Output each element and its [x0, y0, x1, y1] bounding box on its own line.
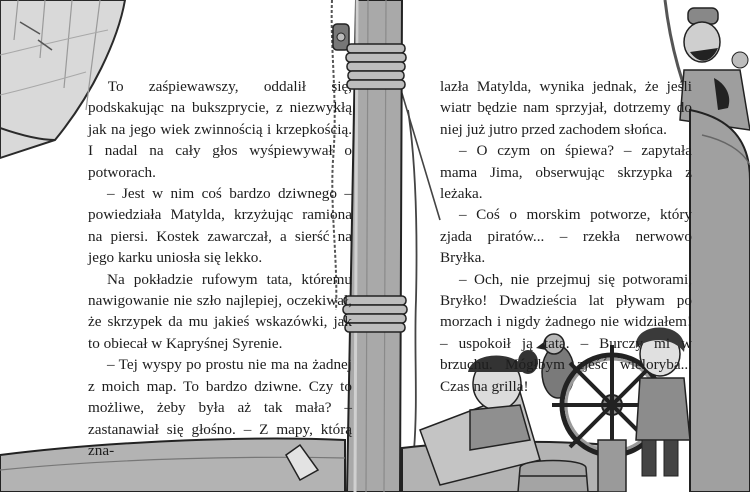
- right-paragraph-4: – Och, nie przejmuj się potworami, Bryłko! Dwadzieścia lat pływam po morzach i nigdy żadnego nie widziałem! – uspokoił ją tata. – Burczy mi w brzuchu. Mógłbym zjeść wieloryba... Czas na grilla!: [440, 270, 692, 395]
- left-paragraph-1: To zaśpiewawszy, oddalił się, podskakując na bukszprycie, z niezwykłą jak na jego wiek zwinnością i krzepkością. I nadal na cały głos wyśpiewywał o potworach.: [88, 78, 352, 181]
- right-paragraph-3: – Coś o morskim potworze, który zjada piratów... – rzekła nerwowo Bryłka.: [440, 206, 692, 267]
- barrel: [518, 461, 588, 492]
- left-paragraph-2: – Jest w nim coś bardzo dziwnego – powiedziała Matylda, krzyżując ramiona na piersi. Kostek zawarczał, a sierść na jego karku uniosła się lekko.: [88, 185, 352, 267]
- rope-right: [408, 110, 417, 450]
- right-paragraph-1: lazła Matylda, wynika jednak, że jeśli wiatr będzie nam sprzyjał, dotrzemy do niej już jutro przed zachodem słońca.: [440, 78, 692, 138]
- right-paragraph-2: – O czym on śpiewa? – zapytała mama Jima, obserwując skrzypka z leżaka.: [440, 142, 692, 203]
- left-text-column: [88, 76, 352, 461]
- right-text-column: [440, 76, 692, 397]
- left-paragraph-4: – Tej wyspy po prostu nie ma na żadnej z moich map. To bardzo dziwne. Czy to możliwe, żeby była aż tak mała? – zastanawiał się głośno. – Z mapy, którą zna-: [88, 356, 352, 459]
- left-paragraph-3: Na pokładzie rufowym tata, któremu nawigowanie nie szło najlepiej, oczekiwał, że skrzypek da mu jakieś wskazówki, jak to obiecał w Kapryśnej Syrenie.: [88, 270, 352, 352]
